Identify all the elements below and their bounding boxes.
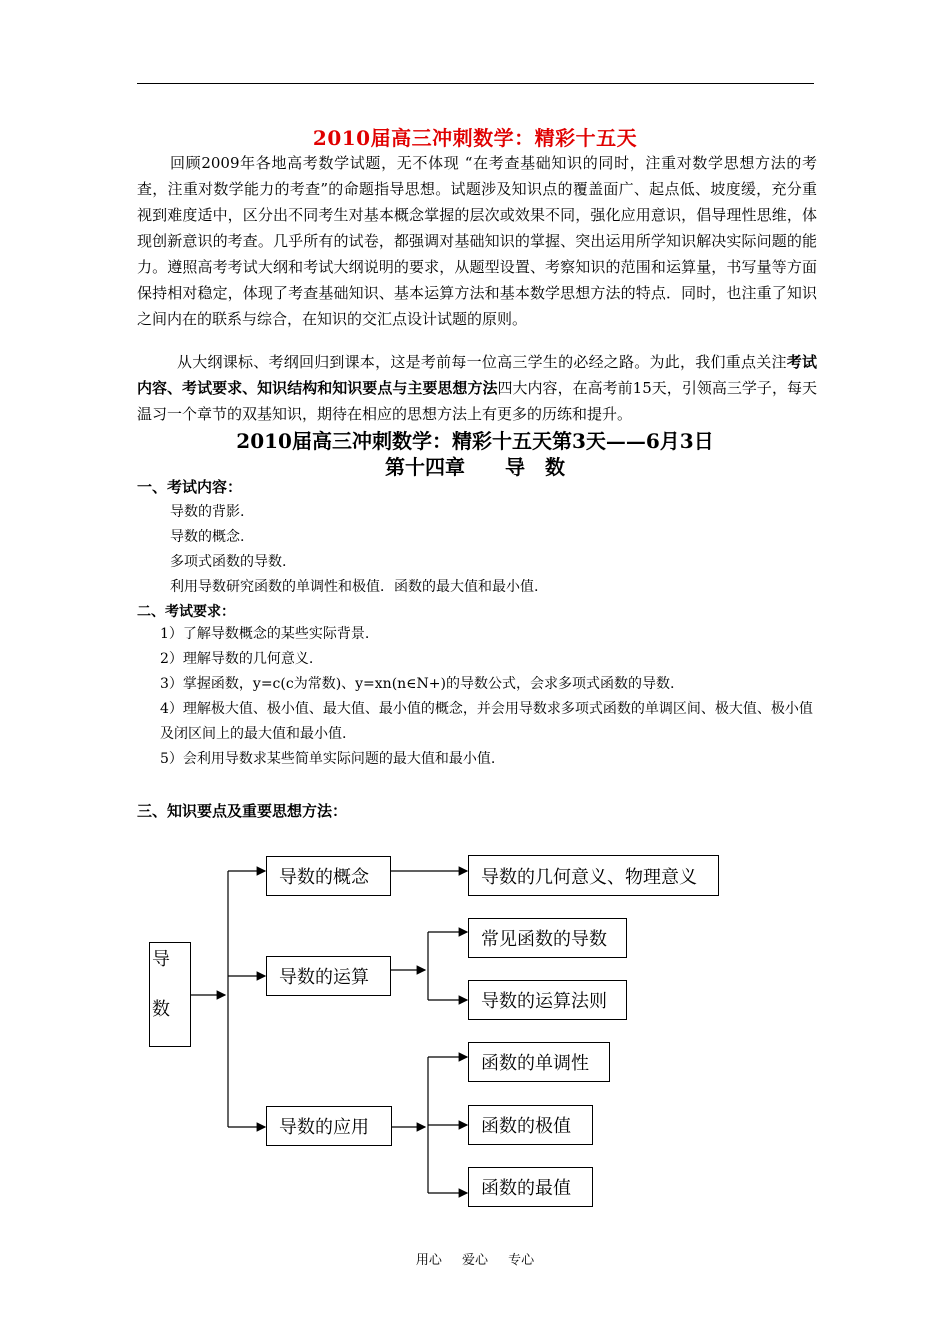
- content-item: 多项式函数的导数.: [170, 554, 287, 570]
- requirement-item: 2）理解导数的几何意义.: [160, 651, 314, 667]
- requirement-item: 3）掌握函数，y=c(c为常数)、y=xn(n∈N+)的导数公式，会求多项式函数的导数.: [160, 676, 675, 692]
- content-item: 利用导数研究函数的单调性和极值．函数的最大值和最小值.: [170, 579, 539, 595]
- node-common-derivatives: 常见函数的导数: [468, 918, 627, 958]
- root-node: [149, 942, 191, 1047]
- node-concept: 导数的概念: [266, 856, 391, 896]
- page-footer: [0, 1249, 950, 1268]
- intro-p2-start: 从大纲课标、考纲回归到课本，这是考前每一位高三学生的必经之路。为此，我们重点关注: [177, 353, 787, 371]
- node-extreme-value: 函数的极值: [468, 1105, 593, 1145]
- footer-text: 爱心: [461, 1253, 488, 1268]
- requirement-item: 4）理解极大值、极小值、最大值、最小值的概念，并会用导数求多项式函数的单调区间、极大值、极小值及闭区间上的最大值和最小值.: [160, 701, 813, 742]
- node-operation: 导数的运算: [266, 956, 391, 996]
- root-char: 导: [152, 949, 170, 970]
- subtitle: 2010届高三冲刺数学：精彩十五天第3天——6月3日: [236, 429, 714, 453]
- intro-paragraph-1: 回顾2009年各地高考数学试题，无不体现 “在考查基础知识的同时，注重对数学思想方法的考查，注重对数学能力的考查”的命题指导思想。试题涉及知识点的覆盖面广、起点低、坡度缓，充分重视到难度适中，区分出不同考生对基本概念掌握的层次或效果不同，强化应用意识，倡导理性思维，体现创新意识的考查。几乎所有的试卷，都强调对基础知识的掌握、突出运用所学知识解决实际问题的能力。遵照高考考试大纲和考试大纲说明的要求，从题型设置、考察知识的范围和运算量，书写量等方面保持相对稳定，体现了考查基础知识、基本运算方法和基本数学思想方法的特点．同时，也注重了知识之间内在的联系与综合，在知识的交汇点设计试题的原则。: [137, 154, 817, 328]
- main-title: 2010届高三冲刺数学：精彩十五天: [312, 126, 638, 150]
- requirement-item: 5）会利用导数求某些简单实际问题的最大值和最小值.: [160, 751, 496, 767]
- section-requirements-heading: 二、考试要求：: [137, 604, 235, 620]
- node-operation-rules: 导数的运算法则: [468, 980, 627, 1020]
- node-max-min: 函数的最值: [468, 1167, 593, 1207]
- section-content-heading: 一、考试内容：: [137, 478, 243, 496]
- requirement-item: 1）了解导数概念的某些实际背景.: [160, 626, 370, 642]
- root-char: 数: [152, 999, 170, 1020]
- content-item: 导数的背影.: [170, 504, 245, 520]
- footer-text: 专心: [508, 1253, 535, 1268]
- footer-text: 用心: [415, 1253, 442, 1268]
- intro-p2-end: 四大内容，在高考前15天，引领高三学子，每天温习一个章节的双基知识，期待在相应的思想方法上有更多的历练和提升。: [137, 379, 817, 423]
- content-item: 导数的概念.: [170, 529, 245, 545]
- node-geometric-meaning: 导数的几何意义、物理意义: [468, 855, 719, 896]
- intro-p2-bold: 考试内容、考试要求、知识结构和知识要点与主要思想方法: [137, 353, 817, 397]
- node-monotonicity: 函数的单调性: [468, 1042, 610, 1082]
- chapter-title: 第十四章 导 数: [385, 455, 565, 479]
- node-application: 导数的应用: [266, 1106, 392, 1146]
- section-knowledge-heading: 三、知识要点及重要思想方法：: [137, 802, 348, 820]
